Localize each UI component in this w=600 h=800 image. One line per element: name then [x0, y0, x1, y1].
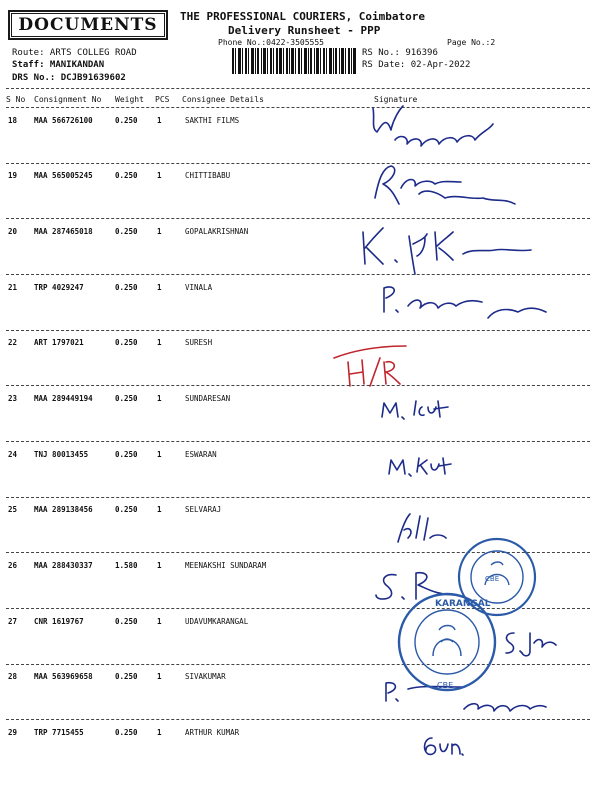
- row-sno: 24: [8, 450, 18, 459]
- row-weight: 0.250: [115, 171, 138, 180]
- row-consignee: CHITTIBABU: [185, 171, 231, 180]
- row-pcs: 1: [157, 283, 162, 292]
- row-consignment: TRP 4029247: [34, 283, 84, 292]
- row-pcs: 1: [157, 338, 162, 347]
- row-weight: 0.250: [115, 116, 138, 125]
- row-divider: [6, 441, 590, 442]
- row-consignee: MEENAKSHI SUNDARAM: [185, 561, 267, 570]
- signature-19: [365, 158, 535, 218]
- table-row: [0, 505, 600, 525]
- row-pcs: 1: [157, 450, 162, 459]
- row-weight: 0.250: [115, 728, 138, 737]
- signature-27: [500, 625, 560, 660]
- route-info: Route: ARTS COLLEG ROAD: [12, 48, 137, 58]
- row-weight: 0.250: [115, 617, 138, 626]
- row-weight: 0.250: [115, 450, 138, 459]
- row-pcs: 1: [157, 617, 162, 626]
- row-sno: 28: [8, 672, 18, 681]
- row-sno: 29: [8, 728, 18, 737]
- documents-stamp-label: DOCUMENTS: [11, 13, 164, 37]
- row-consignment: CNR 1619767: [34, 617, 84, 626]
- documents-stamp: [8, 10, 168, 40]
- row-pcs: 1: [157, 116, 162, 125]
- row-sno: 25: [8, 505, 18, 514]
- column-consignee: Consignee Details: [182, 95, 264, 104]
- column-weight: Weight: [115, 95, 144, 104]
- table-row: [0, 394, 600, 414]
- row-pcs: 1: [157, 672, 162, 681]
- row-consignee: ARTHUR KUMAR: [185, 728, 240, 737]
- company-name: THE PROFESSIONAL COURIERS, Coimbatore: [180, 10, 426, 23]
- row-consignment: MAA 287465018: [34, 227, 93, 236]
- barcode: [232, 48, 356, 74]
- row-consignee: SURESH: [185, 338, 213, 347]
- svg-text:KARANGAL: KARANGAL: [435, 599, 491, 609]
- row-consignment: ART 1797021: [34, 338, 84, 347]
- row-sno: 20: [8, 227, 18, 236]
- row-sno: 23: [8, 394, 18, 403]
- phone-number: Phone No.:0422-3505555: [218, 38, 324, 47]
- row-consignee: SIVAKUMAR: [185, 672, 226, 681]
- row-consignment: MAA 563969658: [34, 672, 93, 681]
- row-consignee: UDAVUMKARANGAL: [185, 617, 249, 626]
- column-consignment: Consignment No: [34, 95, 102, 104]
- row-divider: [6, 385, 590, 386]
- svg-text:CBE: CBE: [485, 575, 500, 583]
- page-number: Page No.:2: [447, 38, 496, 47]
- row-weight: 0.250: [115, 394, 138, 403]
- table-row: [0, 338, 600, 358]
- signature-25: [392, 508, 452, 548]
- row-pcs: 1: [157, 728, 162, 737]
- row-consignee: SELVARAJ: [185, 505, 222, 514]
- row-consignee: VINALA: [185, 283, 213, 292]
- row-divider: [6, 497, 590, 498]
- signature-22-hr: [330, 340, 410, 390]
- row-weight: 0.250: [115, 505, 138, 514]
- svg-text:CBE: CBE: [437, 681, 454, 690]
- row-sno: 19: [8, 171, 18, 180]
- row-consignee: SUNDARESAN: [185, 394, 231, 403]
- column-signature: Signature: [374, 95, 418, 104]
- header-rule: [6, 88, 590, 89]
- column-sno: S No: [6, 95, 26, 104]
- signature-23: [378, 395, 458, 425]
- rs-date: RS Date: 02-Apr-2022: [362, 60, 471, 70]
- row-divider: [6, 664, 590, 665]
- row-weight: 1.580: [115, 561, 138, 570]
- row-weight: 0.250: [115, 338, 138, 347]
- row-consignment: MAA 566726100: [34, 116, 93, 125]
- row-pcs: 1: [157, 394, 162, 403]
- row-consignment: TNJ 80013455: [34, 450, 89, 459]
- row-sno: 22: [8, 338, 18, 347]
- row-consignee: ESWARAN: [185, 450, 217, 459]
- signature-29: [420, 732, 465, 760]
- drs-number: DRS No.: DCJB91639602: [12, 73, 126, 83]
- row-pcs: 1: [157, 505, 162, 514]
- row-weight: 0.250: [115, 672, 138, 681]
- row-divider: [6, 330, 590, 331]
- signature-21: [378, 278, 558, 328]
- signature-24: [385, 452, 455, 482]
- row-consignment: MAA 289449194: [34, 394, 93, 403]
- table-row: [0, 450, 600, 470]
- row-consignment: MAA 288430337: [34, 561, 93, 570]
- row-consignee: GOPALAKRISHNAN: [185, 227, 249, 236]
- row-pcs: 1: [157, 561, 162, 570]
- column-pcs: PCS: [155, 95, 170, 104]
- rs-number: RS No.: 916396: [362, 48, 438, 58]
- signature-20: [355, 220, 545, 275]
- row-sno: 18: [8, 116, 18, 125]
- row-sno: 26: [8, 561, 18, 570]
- runsheet-title: Delivery Runsheet - PPP: [228, 24, 381, 37]
- row-consignment: MAA 289138456: [34, 505, 93, 514]
- row-sno: 21: [8, 283, 18, 292]
- row-weight: 0.250: [115, 283, 138, 292]
- table-row: [0, 728, 600, 748]
- row-pcs: 1: [157, 227, 162, 236]
- signature-18: [365, 100, 515, 160]
- row-consignment: MAA 565005245: [34, 171, 93, 180]
- row-pcs: 1: [157, 171, 162, 180]
- row-consignment: TRP 7715455: [34, 728, 84, 737]
- row-consignee: SAKTHI FILMS: [185, 116, 240, 125]
- row-divider: [6, 218, 590, 219]
- staff-info: Staff: MANIKANDAN: [12, 60, 105, 70]
- row-sno: 27: [8, 617, 18, 626]
- seal-lower: [395, 590, 500, 695]
- row-weight: 0.250: [115, 227, 138, 236]
